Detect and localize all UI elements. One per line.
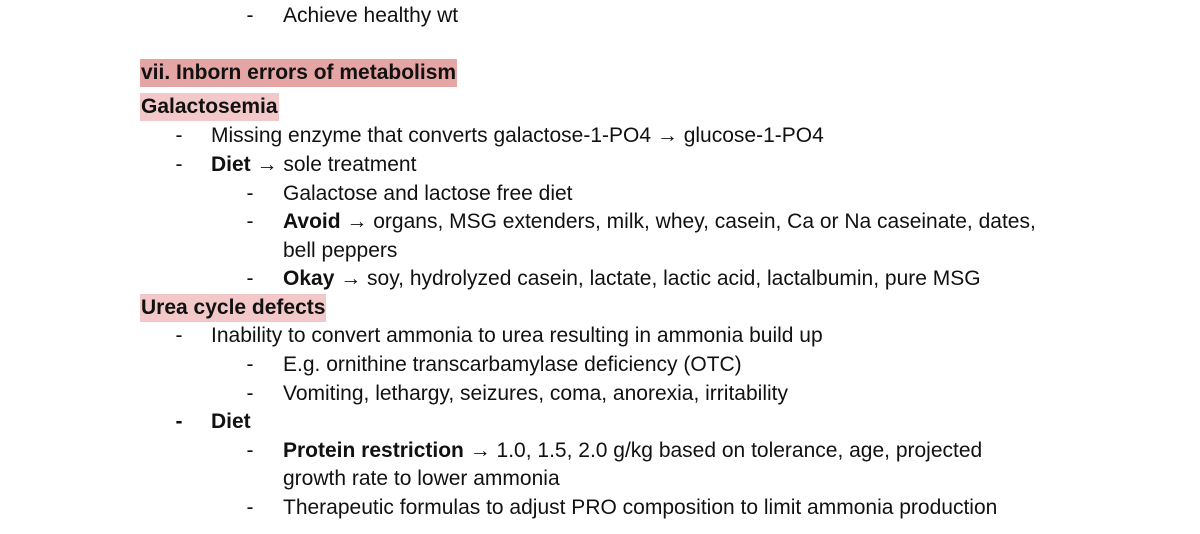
galactosemia-heading: Galactosemia	[140, 93, 279, 121]
list-item-text	[283, 437, 982, 465]
bullet-dash: -	[175, 124, 183, 147]
list-item-text: Inability to convert ammonia to urea resulting in ammonia build up	[211, 324, 823, 347]
protein-label: Protein restriction	[283, 439, 464, 462]
bullet-dash: -	[246, 496, 254, 519]
list-item-text: E.g. ornithine transcarbamylase deficiency (OTC)	[283, 353, 742, 376]
bullet-dash: -	[246, 382, 254, 405]
avoid-label: Avoid	[283, 210, 341, 233]
list-item-text	[211, 151, 416, 179]
bullet-dash: -	[246, 353, 254, 376]
urea-diet-label: Diet	[211, 410, 251, 433]
list-item-text: Therapeutic formulas to adjust PRO composition to limit ammonia production	[283, 496, 998, 519]
section-heading: vii. Inborn errors of metabolism	[140, 59, 457, 87]
okay-text: → soy, hydrolyzed casein, lactate, lactic acid, lactalbumin, pure MSG	[334, 267, 981, 290]
bullet-dash: -	[246, 210, 254, 233]
bullet-dash: -	[175, 410, 183, 433]
list-item-text: Missing enzyme that converts galactose-1-PO4 → glucose-1-PO4	[211, 124, 824, 147]
list-item-text	[283, 208, 1036, 236]
bullet-dash: -	[246, 439, 254, 462]
bullet-dash: -	[246, 4, 254, 27]
list-item-text: growth rate to lower ammonia	[283, 467, 560, 490]
urea-cycle-heading: Urea cycle defects	[140, 294, 326, 322]
okay-label: Okay	[283, 267, 335, 290]
bullet-dash: -	[175, 324, 183, 347]
bullet-dash: -	[246, 182, 254, 205]
protein-text: → 1.0, 1.5, 2.0 g/kg based on tolerance, age, projected	[463, 439, 983, 462]
list-item-text: Galactose and lactose free diet	[283, 182, 573, 205]
list-item-text: Vomiting, lethargy, seizures, coma, anorexia, irritability	[283, 382, 788, 405]
bullet-dash: -	[175, 153, 183, 176]
diet-text: → sole treatment	[250, 153, 417, 176]
diet-label: Diet	[211, 153, 251, 176]
list-item-text	[283, 265, 981, 293]
list-item-text: bell peppers	[283, 239, 398, 262]
bullet-dash: -	[246, 267, 254, 290]
avoid-text: → organs, MSG extenders, milk, whey, casein, Ca or Na caseinate, dates,	[340, 210, 1036, 233]
list-item-text: Achieve healthy wt	[283, 4, 459, 27]
